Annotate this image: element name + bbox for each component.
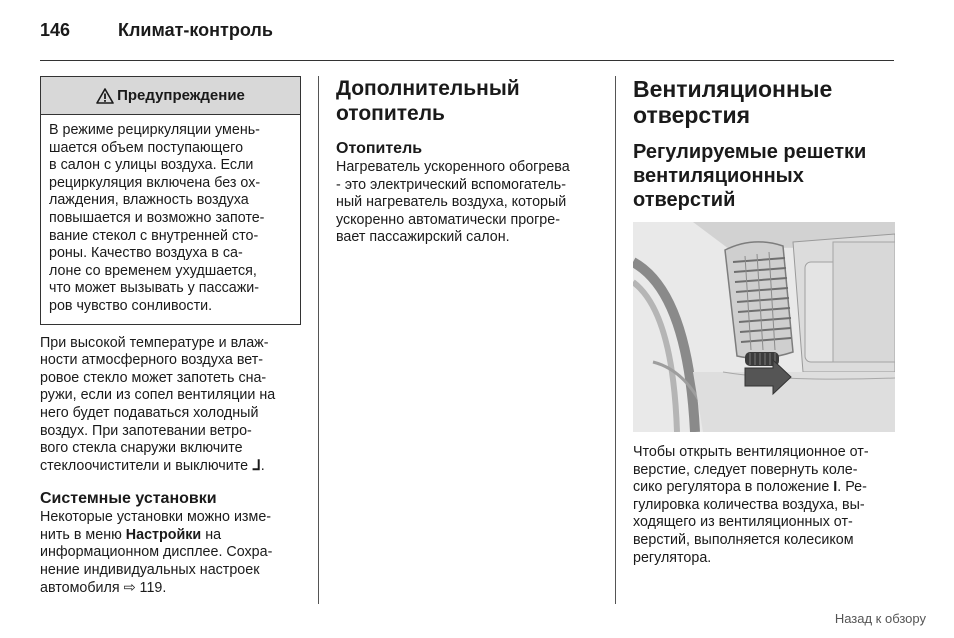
heading-line: отверстия	[633, 102, 751, 128]
heading-line: Вентиляционные	[633, 76, 833, 102]
text-line: верстие, следует повернуть коле-	[633, 461, 858, 478]
text-line: Чтобы открыть вентиляционное от-	[633, 444, 869, 460]
text-line: ускоренно автоматически прогре-	[336, 211, 560, 228]
text-segment: нить в меню	[40, 526, 126, 543]
text-line: верстий, выполняется колесиком	[633, 531, 854, 548]
text-line	[40, 580, 302, 598]
position-symbol: I	[833, 479, 838, 496]
text-line: лоне со временем ухудшается,	[49, 262, 257, 279]
text-line: него будет подаваться холодный	[40, 404, 259, 421]
warning-header	[41, 77, 300, 115]
aux-heater-heading	[336, 76, 600, 126]
heading-line: отопитель	[336, 102, 445, 125]
text-line: Некоторые установки можно изме-	[40, 509, 272, 526]
heading-line: вентиляционных	[633, 165, 804, 187]
fogging-paragraph	[40, 335, 302, 476]
warning-box	[40, 76, 301, 325]
heater-subheading: Отопитель	[336, 140, 423, 157]
text-line: регулятора.	[633, 549, 712, 566]
back-to-overview-link[interactable]: Назад к обзору	[834, 611, 926, 626]
text-line: вает пассажирский салон.	[336, 229, 510, 246]
page-reference-link[interactable]: 119.	[135, 579, 167, 596]
warning-title: Предупреждение	[117, 87, 245, 104]
text-line: - это электрический вспомогатель-	[336, 176, 566, 193]
text-line: шается объем поступающего	[49, 139, 244, 156]
text-line: ружи, если из сопел вентиляции на	[40, 387, 276, 404]
text-segment: автомобиля	[40, 579, 124, 596]
text-line: вание стекол с внутренней сто-	[49, 227, 259, 244]
system-settings-section	[40, 489, 302, 597]
header-divider	[40, 60, 894, 61]
text-line: лаждения, влажность воздуха	[49, 192, 249, 209]
text-line	[633, 479, 895, 497]
text-line: гулировка количества воздуха, вы-	[633, 496, 865, 513]
system-settings-text	[40, 509, 302, 597]
text-line: ности атмосферного воздуха вет-	[40, 352, 264, 369]
text-line	[40, 527, 302, 545]
text-line: При высокой температуре и влаж-	[40, 334, 269, 351]
air-vent-illustration	[633, 222, 895, 432]
adjustable-vents-heading	[633, 140, 895, 212]
column-left	[40, 76, 302, 597]
text-line: ходящего из вентиляционных от-	[633, 514, 853, 531]
text-line: что может вызывать у пассажи-	[49, 280, 260, 297]
text-line: воздух. При запотевании ветро-	[40, 422, 252, 439]
text-line: Нагреватель ускоренного обогрева	[336, 159, 570, 175]
vents-text	[633, 444, 895, 567]
system-settings-heading: Системные установки	[40, 490, 217, 508]
heading-line: отверстий	[633, 189, 736, 211]
text-line: информационном дисплее. Сохра-	[40, 544, 273, 561]
column-right	[633, 76, 895, 567]
chapter-title: Климат-контроль	[118, 20, 273, 40]
defrost-icon: ᒧ	[252, 457, 261, 474]
heading-line: Регулируемые решетки	[633, 141, 867, 163]
column-middle	[336, 76, 600, 247]
air-vent-figure	[633, 222, 895, 432]
text-line: ровое стекло может запотеть сна-	[40, 369, 267, 386]
text-segment: . Ре-	[837, 479, 867, 496]
text-line: ров чувство сонливости.	[49, 297, 213, 314]
text-segment: .	[260, 457, 265, 474]
text-segment: сико регулятора в положение	[633, 479, 830, 496]
text-line: роны. Качество воздуха в са-	[49, 245, 243, 262]
heater-text	[336, 159, 600, 247]
page-number: 146	[40, 20, 71, 40]
text-line: В режиме рециркуляции умень-	[49, 122, 260, 138]
page-reference-arrow-icon[interactable]: ⇨	[123, 579, 136, 596]
column-divider-1	[318, 76, 319, 604]
text-line: нение индивидуальных настроек	[40, 562, 260, 579]
heading-line: Дополнительный	[336, 77, 520, 100]
warning-triangle-icon	[96, 88, 114, 104]
text-line: ный нагреватель воздуха, который	[336, 194, 567, 211]
text-line: рециркуляция включена без ох-	[49, 174, 261, 191]
warning-text	[41, 115, 300, 324]
vents-heading	[633, 76, 895, 128]
text-line: повышается и возможно запоте-	[49, 209, 265, 226]
text-line: вого стекла снаружи включите	[40, 440, 243, 457]
text-line: в салон с улицы воздуха. Если	[49, 157, 254, 174]
column-divider-2	[615, 76, 616, 604]
settings-menu-name: Настройки	[125, 526, 202, 543]
text-line	[40, 458, 302, 476]
text-segment: стеклоочистители и выключите	[40, 457, 249, 474]
text-segment: на	[201, 526, 222, 543]
